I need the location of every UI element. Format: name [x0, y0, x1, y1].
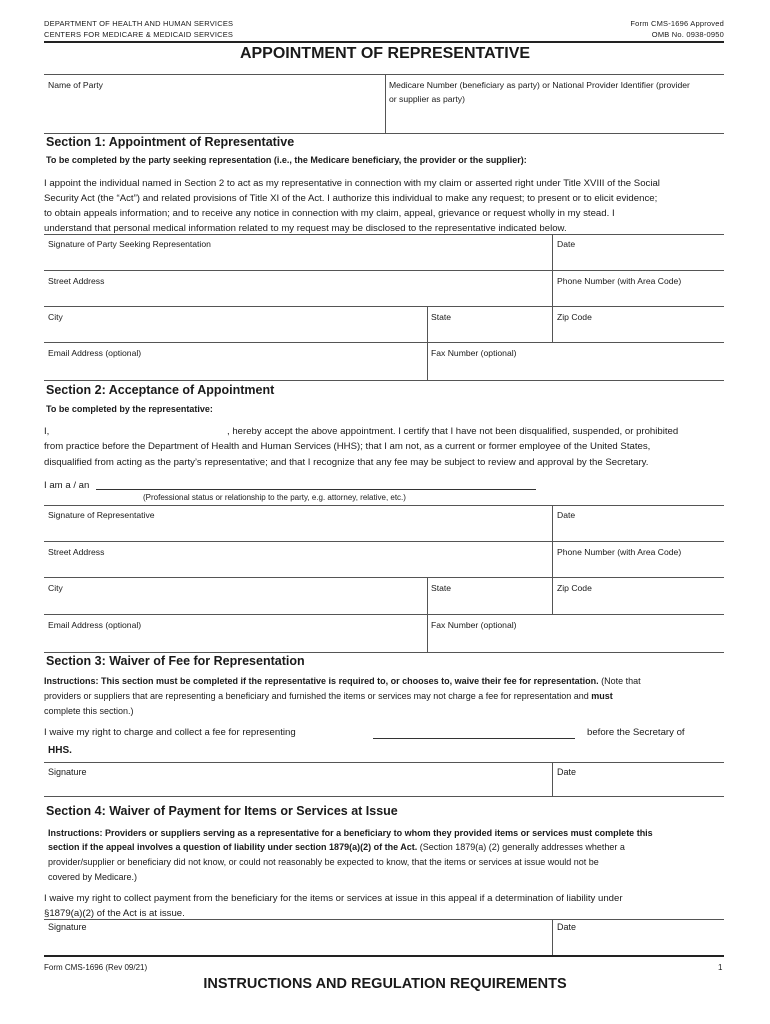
representative-name-input[interactable]	[54, 424, 224, 440]
s1-phone-field[interactable]	[553, 270, 724, 306]
section2-line2: from practice before the Department of Health and Human Services (HHS); that I am not, as a current or former employee of the United States,	[44, 441, 651, 452]
form-title: APPOINTMENT OF REPRESENTATIVE	[239, 45, 531, 62]
s1-grid-rule-5	[44, 380, 724, 381]
s3-date-label: Date	[557, 767, 577, 777]
s4-date-field[interactable]	[553, 919, 724, 955]
section1-paragraph	[44, 176, 734, 236]
s2-fax-field[interactable]	[428, 614, 724, 652]
section3-instructions-line3: complete this section.)	[44, 706, 134, 716]
name-of-party-label: Name of Party	[48, 80, 103, 90]
section1-para-line: I appoint the individual named in Section 2 to act as my representative in connection with my claim or asserted right under Title XVIII of the Social	[44, 178, 660, 189]
s3-grid-rule-2	[44, 796, 724, 797]
s2-city-label: City	[48, 583, 63, 593]
represented-party-input[interactable]	[373, 726, 575, 738]
section2-subheading: To be completed by the representative:	[46, 404, 213, 414]
s1-email-label: Email Address (optional)	[48, 348, 142, 358]
section1-para-line: understand that personal medical information related to my request may be disclosed to the representative indicated below.	[44, 223, 567, 234]
s2-street-field[interactable]	[44, 541, 552, 577]
s2-date-field[interactable]	[553, 505, 724, 541]
s2-zip-label: Zip Code	[557, 583, 592, 593]
s4-signature-field[interactable]	[44, 919, 552, 955]
s3-date-field[interactable]	[553, 762, 724, 796]
section4-waive-line2: §1879(a)(2) of the Act is at issue.	[44, 908, 185, 919]
section4-instructions-line4: covered by Medicare.)	[48, 872, 138, 882]
section3-instructions-bold: Instructions: This section must be completed if the representative is required to, or chooses to, waive their fee for representation.	[44, 676, 599, 686]
s1-state-label: State	[431, 312, 452, 322]
s1-city-label: City	[48, 312, 63, 322]
s4-bottom-rule	[44, 955, 724, 957]
department-name: DEPARTMENT OF HEALTH AND HUMAN SERVICES	[44, 19, 234, 28]
s1-date-label: Date	[557, 239, 576, 249]
section3-must: must	[591, 691, 613, 701]
s3-signature-label: Signature	[48, 767, 87, 777]
s1-fax-field[interactable]	[428, 342, 724, 380]
s2-zip-field[interactable]	[553, 577, 724, 614]
s1-zip-field[interactable]	[553, 306, 724, 342]
header-rule	[44, 41, 724, 43]
section2-i: I,	[44, 426, 50, 437]
section3-instructions-plain: providers or suppliers that are representing a beneficiary and furnished the items or services may not charge a fee for representation and	[44, 691, 592, 701]
represented-party-line	[373, 738, 575, 739]
s1-city-field[interactable]	[44, 306, 427, 342]
section3-instructions-line2	[44, 689, 613, 704]
s2-fax-label: Fax Number (optional)	[431, 620, 517, 630]
s2-phone-label: Phone Number (with Area Code)	[557, 547, 682, 557]
s1-email-field[interactable]	[44, 342, 427, 380]
medicare-number-field[interactable]	[386, 74, 724, 132]
form-revision: Form CMS-1696 (Rev 09/21)	[44, 963, 148, 972]
form-approval: Form CMS-1696 Approved	[630, 19, 724, 28]
section2-line3: disqualified from acting as the party’s representative; and that I recognize that any fee may be subject to review and approval by the Secretary.	[44, 457, 649, 468]
section1-para-line: Security Act (the “Act”) and related provisions of Title XI of the Act. I authorize this individual to make any request; to present or to elicit evidence;	[44, 193, 658, 204]
s2-date-label: Date	[557, 510, 576, 520]
section3-instructions-line1	[44, 674, 641, 689]
s1-signature-label: Signature of Party Seeking Representation	[48, 239, 211, 249]
agency-name: CENTERS FOR MEDICARE & MEDICAID SERVICES	[44, 30, 234, 39]
s2-email-label: Email Address (optional)	[48, 620, 142, 630]
s2-signature-field[interactable]	[44, 505, 552, 541]
section4-instructions-bold: section if the appeal involves a question of liability under section 1879(a)(2) of the Act.	[48, 842, 418, 852]
section2-line1: , hereby accept the above appointment. I certify that I have not been disqualified, suspended, or prohibited	[227, 426, 679, 437]
s4-signature-label: Signature	[48, 922, 87, 932]
section2-heading: Section 2: Acceptance of Appointment	[46, 383, 275, 397]
s4-date-label: Date	[557, 922, 577, 932]
section3-instructions-note: (Note that	[598, 676, 641, 686]
omb-number: OMB No. 0938-0950	[651, 30, 724, 39]
s2-grid-rule-5	[44, 652, 724, 653]
section4-waive-line1: I waive my right to collect payment from the beneficiary for the items or services at issue in this appeal if a determination of liability under	[44, 893, 623, 904]
section4-instructions-line1: Instructions: Providers or suppliers serving as a representative for a beneficiary to whom they provided items or services must complete this	[48, 828, 653, 838]
s3-signature-field[interactable]	[44, 762, 552, 796]
section1-para-line: to obtain appeals information; and to receive any notice in connection with my claim, appeal, grievance or request wholly in my stead. I	[44, 208, 615, 219]
section4-instructions-line2	[48, 840, 625, 855]
s1-zip-label: Zip Code	[557, 312, 592, 322]
professional-status-line	[96, 489, 536, 490]
s1-state-field[interactable]	[428, 306, 552, 342]
s1-date-field[interactable]	[553, 234, 724, 270]
s2-street-label: Street Address	[48, 547, 105, 557]
s1-street-label: Street Address	[48, 276, 105, 286]
section3-heading: Section 3: Waiver of Fee for Representation	[46, 654, 305, 668]
s2-signature-label: Signature of Representative	[48, 510, 155, 520]
medicare-number-label-line1: Medicare Number (beneficiary as party) or National Provider Identifier (provider	[389, 80, 690, 90]
section2-iam: I am a / an	[44, 480, 90, 491]
section4-heading: Section 4: Waiver of Payment for Items or Services at Issue	[46, 804, 398, 818]
s1-signature-field[interactable]	[44, 234, 552, 270]
s1-street-field[interactable]	[44, 270, 552, 306]
section1-heading: Section 1: Appointment of Representative	[46, 135, 295, 149]
s1-fax-label: Fax Number (optional)	[431, 348, 517, 358]
section1-subheading: To be completed by the party seeking representation (i.e., the Medicare beneficiary, the provider or the supplier):	[46, 155, 527, 165]
name-of-party-field[interactable]	[44, 74, 385, 132]
professional-status-note: (Professional status or relationship to the party, e.g. attorney, relative, etc.)	[143, 493, 406, 502]
s2-state-label: State	[431, 583, 452, 593]
next-page-title: INSTRUCTIONS AND REGULATION REQUIREMENTS	[203, 976, 567, 992]
page-number: 1	[718, 963, 723, 972]
section4-instructions-line3: provider/supplier or beneficiary did not know, or could not reasonably be expected to know, that the items or services at issue would not be	[48, 857, 599, 867]
top-fields-bottom-rule	[44, 133, 724, 134]
section3-hhs: HHS.	[48, 745, 72, 756]
s2-city-field[interactable]	[44, 577, 427, 614]
section3-before-text: before the Secretary of	[587, 727, 685, 738]
s2-phone-field[interactable]	[553, 541, 724, 577]
s1-phone-label: Phone Number (with Area Code)	[557, 276, 682, 286]
s2-email-field[interactable]	[44, 614, 427, 652]
section3-waive-text: I waive my right to charge and collect a fee for representing	[44, 727, 296, 738]
section4-instructions-plain: (Section 1879(a) (2) generally addresses whether a	[417, 842, 625, 852]
medicare-number-label-line2: or supplier as party)	[389, 94, 465, 104]
s2-state-field[interactable]	[428, 577, 552, 614]
